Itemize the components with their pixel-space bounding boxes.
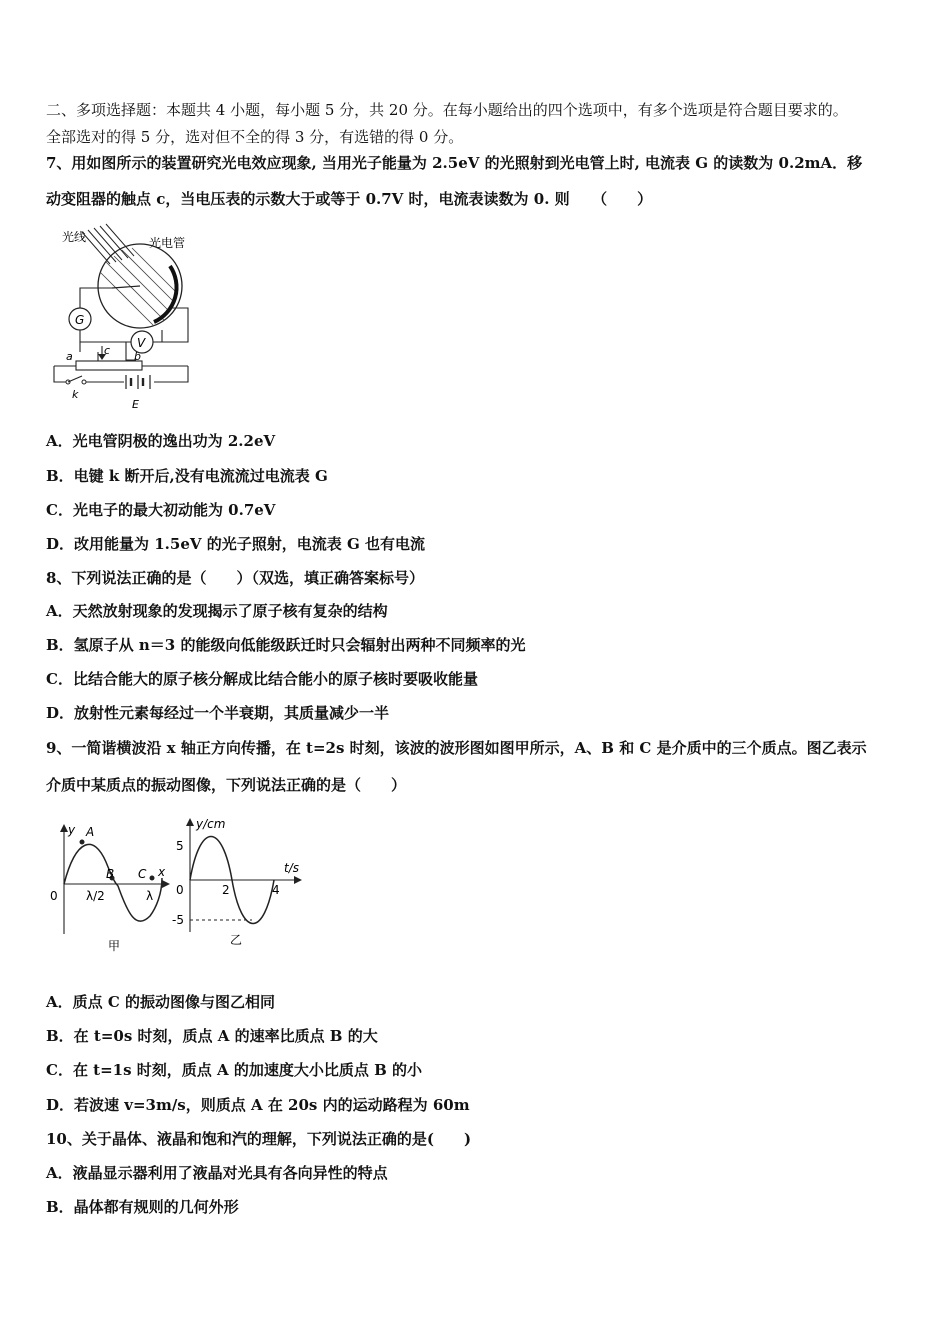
q8-option-c: C．比结合能大的原子核分解成比结合能小的原子核时要吸收能量 [46, 670, 478, 688]
section-heading-line2: 全部选对的得 5 分，选对但不全的得 3 分，有选错的得 0 分。 [46, 128, 464, 146]
voltmeter-label: V [137, 336, 146, 350]
battery-symbol [126, 375, 150, 389]
point-a-label: a [66, 350, 73, 363]
yi-t2-label: 2 [222, 883, 230, 897]
yi-caption: 乙 [230, 933, 243, 947]
q10-option-b: B．晶体都有规则的几何外形 [46, 1198, 239, 1216]
galvanometer-label: G [75, 313, 85, 327]
switch-terminal-right [82, 380, 86, 384]
point-b-label: b [134, 350, 141, 363]
yi-t4-label: 4 [272, 883, 280, 897]
switch-blade [68, 376, 82, 382]
yi-t-arrow-icon [294, 876, 302, 884]
q10-option-a: A．液晶显示器利用了液晶对光具有各向异性的特点 [46, 1164, 388, 1182]
jia-point-c [150, 876, 155, 881]
vibration-figure-yi [170, 812, 310, 952]
yi-y-label: y/cm [196, 817, 226, 831]
q10-stem: 10、关于晶体、液晶和饱和汽的理解，下列说法正确的是( ) [46, 1130, 472, 1148]
q7-stem-line1: 7、用如图所示的装置研究光电效应现象, 当用光子能量为 2.5eV 的光照射到光电管上时, 电流表 G 的读数为 0.2mA．移 [46, 154, 863, 172]
tube-label: 光电管 [149, 236, 186, 250]
q8-stem: 8、下列说法正确的是（ ）（双选，填正确答案标号） [46, 569, 424, 587]
yi-ymin-label: -5 [172, 913, 184, 927]
q9-option-b: B．在 t=0s 时刻，质点 A 的速率比质点 B 的大 [46, 1027, 378, 1045]
light-label: 光线 [62, 230, 87, 244]
photoelectric-circuit-figure [46, 222, 206, 414]
q8-option-a: A．天然放射现象的发现揭示了原子核有复杂的结构 [46, 602, 388, 620]
q7-option-c: C．光电子的最大初动能为 0.7eV [46, 501, 276, 519]
yi-ymax-label: 5 [176, 839, 184, 853]
q7-option-a: A．光电管阴极的逸出功为 2.2eV [46, 432, 276, 450]
jia-b-label: B [106, 867, 115, 881]
jia-half-lambda-label: λ/2 [86, 889, 105, 903]
q9-stem-line2: 介质中某质点的振动图像，下列说法正确的是（ ） [46, 776, 407, 794]
battery-label: E [132, 398, 139, 411]
yi-t-label: t/s [284, 861, 299, 875]
point-c-label: c [104, 344, 111, 357]
jia-x-arrow-icon [162, 880, 170, 888]
q7-option-d: D．改用能量为 1.5eV 的光子照射，电流表 G 也有电流 [46, 535, 425, 553]
q7-stem-line2: 动变阻器的触点 c，当电压表的示数大于或等于 0.7V 时，电流表读数为 0. 则 （ ） [46, 190, 653, 208]
q9-option-a: A．质点 C 的振动图像与图乙相同 [46, 993, 276, 1011]
switch-label: k [72, 388, 79, 401]
jia-y-label: y [68, 823, 76, 837]
q7-option-b: B．电键 k 断开后,没有电流流过电流表 G [46, 467, 328, 485]
q9-stem-line1: 9、一简谐横波沿 x 轴正方向传播，在 t=2s 时刻，该波的波形图如图甲所示，A、B 和 C 是介质中的三个质点。图乙表示 [46, 739, 867, 757]
wave-figure-jia [46, 818, 176, 958]
section-heading-line1: 二、多项选择题：本题共 4 小题，每小题 5 分，共 20 分。在每小题给出的四个选项中，有多个选项是符合题目要求的。 [46, 101, 848, 119]
jia-y-arrow-icon [60, 824, 68, 832]
q8-option-d: D．放射性元素每经过一个半衰期，其质量减少一半 [46, 704, 390, 722]
jia-caption: 甲 [108, 939, 121, 953]
yi-origin-label: 0 [176, 883, 184, 897]
jia-wave-curve [64, 844, 162, 921]
jia-a-label: A [86, 825, 95, 839]
yi-y-arrow-icon [186, 818, 194, 826]
q8-option-b: B．氢原子从 n＝3 的能级向低能级跃迁时只会辐射出两种不同频率的光 [46, 636, 526, 654]
jia-point-a [80, 840, 85, 845]
q9-option-d: D．若波速 v=3m/s，则质点 A 在 20s 内的运动路程为 60m [46, 1096, 470, 1114]
jia-x-label: x [158, 865, 166, 879]
anode [112, 286, 140, 288]
q9-option-c: C．在 t=1s 时刻，质点 A 的加速度大小比质点 B 的小 [46, 1061, 422, 1079]
jia-origin-label: 0 [50, 889, 58, 903]
rheostat [76, 361, 142, 370]
jia-c-label: C [138, 867, 147, 881]
jia-lambda-label: λ [146, 889, 154, 903]
